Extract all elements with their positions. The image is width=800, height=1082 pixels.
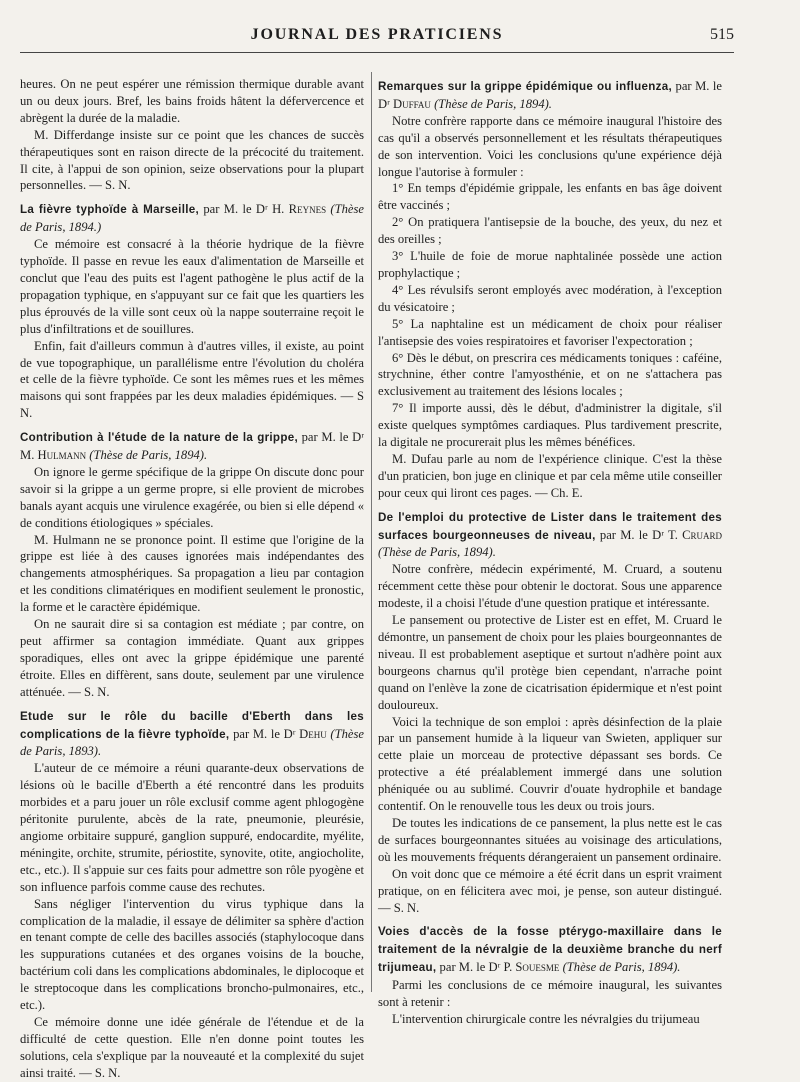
list-item: 1° En temps d'épidémie grippale, les enfants en bas âge doivent être vaccinés ;	[378, 181, 722, 213]
source: (Thèse de Paris, 1894).	[434, 96, 552, 111]
byline: par M. le Dʳ T.	[595, 527, 683, 542]
author: Dehu	[299, 726, 327, 741]
list-item: 5° La naphtaline est un médicament de choix pour réaliser l'antisepsie des voies respiratoires et favoriser l'expectoration ;	[378, 316, 722, 348]
byline: par M. le Dʳ	[378, 79, 722, 111]
paragraph: Voici la technique de son emploi : après désinfection de la plaie par un pansement humide à la liqueur van Swieten, appliquer sur cette plaie un morceau de protective dépassant ses bords. Ce protective a été préalablement immergé dans une solution phéniquée ou au sublimé. Couvrir d'ouate hydrophile et bandage contentif. On le renouvelle tous les deux ou trois jours.	[378, 714, 722, 814]
paragraph: De toutes les indications de ce pansement, la plus nette est le cas de surfaces bourgeonnantes situées au voisinage des articulations, où les mouvements fréquents dérangeraient un pansement ordinaire.	[378, 815, 722, 864]
paragraph: M. Dufau parle au nom de l'expérience clinique. C'est la thèse d'un praticien, bon juge en clinique et par cela même utile conseiller pour ceux qui liront ces pages. — Ch. E.	[378, 451, 722, 500]
author: Hulmann	[37, 448, 87, 463]
author: Souesme	[515, 960, 560, 975]
article-fosse-pterygo-maxillaire	[378, 923, 722, 1027]
source: (Thèse de Paris, 1894).	[562, 960, 681, 975]
paragraph: Ce mémoire donne une idée générale de l'étendue et de la difficulté de cette question. Elle n'en donne point toutes les solutions, cela s'explique par la nouveauté et la complexité du sujet ainsi traité. — S. N.	[20, 1014, 364, 1080]
list-item: 2° On pratiquera l'antisepsie de la bouche, des yeux, du nez et des oreilles ;	[378, 215, 722, 247]
source: (Thèse de Paris, 1894).	[89, 448, 208, 463]
paragraph: Sans négliger l'intervention du virus typhique dans la complication de la maladie, il essaye de délimiter sa sphère d'action en tenant compte de celle des bacilles associés (staphylocoque dans les suppurations cutanées et des organes voisins de la bouche, bactérium coli dans les complications abdominales, le diplocoque et le streptocoque dans les complications broncho-pulmonaires, etc., etc.).	[20, 896, 364, 1013]
article-heading: Remarques sur la grippe épidémique ou influenza,	[378, 80, 673, 93]
list-item: 7° Il importe aussi, dès le début, d'administrer la digitale, s'il existe quelques symptômes cardiaques. Plus tardivement prescrite, la digitale ne procurerait plus les mêmes bénéfices.	[378, 401, 722, 450]
paragraph: Le pansement ou protective de Lister est en effet, M. Cruard le démontre, un pansement de choix pour les plaies bourgeonnantes de niveau. Il est probablement aseptique et surtout n'adhère point aux bourgeons charnus qu'il protège bien cependant, n'arrache point quand on l'enlève la zone de cicatrisation épidermique et n'est point douloureux.	[378, 613, 722, 712]
paragraph: On ignore le germe spécifique de la grippe On discute donc pour savoir si la grippe a un germe propre, si elle provient de microbes banals ayant acquis une virulence exagérée, ou bien si elle dépend « de conditions étiologiques » spéciales.	[20, 464, 364, 530]
byline: par M. le Dʳ H.	[199, 202, 289, 217]
journal-title: JOURNAL DES PRATICIENS	[250, 26, 504, 43]
source: (Thèse de Paris, 1893).	[20, 726, 364, 759]
paragraph: Parmi les conclusions de ce mémoire inaugural, les suivantes sont à retenir :	[378, 978, 722, 1010]
article-heading: Contribution à l'étude de la nature de la grippe,	[20, 431, 298, 445]
column-divider	[371, 72, 372, 992]
article-grippe-nature	[20, 429, 364, 701]
article-bacille-eberth	[20, 708, 364, 1082]
article-grippe-influenza	[378, 78, 722, 502]
author: Reynes	[288, 202, 327, 217]
paragraph: On ne saurait dire si sa contagion est médiate ; par contre, on peut affirmer sa contagion immédiate. Quant aux grippes sporadiques, elles ont avec la grippe épidémique une parenté étroite. Elles en diffèrent, sans doute, seulement par une virulence atténuée. — S. N.	[20, 617, 364, 699]
byline: par M. le Dʳ M.	[20, 430, 364, 463]
article-heading: Etude sur le rôle du bacille d'Eberth dans les complications de la fièvre typhoïde,	[20, 709, 364, 741]
article-protective-lister	[378, 509, 722, 917]
page-number: 515	[710, 26, 734, 43]
list-item: 4° Les révulsifs seront employés avec modération, à l'exception du vésicatoire ;	[378, 282, 722, 314]
paragraph: L'intervention chirurgicale contre les névralgies du trijumeau	[392, 1011, 700, 1026]
header-rule	[20, 52, 734, 53]
author: Duffau	[392, 96, 431, 111]
paragraph: M. Differdange insiste sur ce point que les chances de succès thérapeutiques sont en raison directe de la précocité du traitement. Il cite, à l'appui de son opinion, seize observations pour la plupart personnelles. — S. N.	[20, 127, 364, 193]
source: (Thèse de Paris, 1894).	[378, 545, 496, 560]
article-typhoid-marseille	[20, 201, 364, 422]
paragraph: L'auteur de ce mémoire a réuni quarante-deux observations de lésions où le bacille d'Eberth a été rencontré dans les produits morbides et a paru jouer un rôle exclusif comme agent phlogogène péritonite purulente, abcès de la rate, pneumonie, pleurésie, angiome orbitaire suppuré, ganglion suppuré, endocardite, myélite, méningite, orchite, strumite, périostite, synovite, otite, angiocholite, etc., etc.). Il s'appuie sur ces faits pour admettre son rôle pyogène et son influence parfois comme cause des rechutes.	[20, 761, 364, 894]
byline: par M. le Dʳ P.	[436, 960, 516, 975]
article-heading: La fièvre typhoïde à Marseille,	[20, 203, 200, 217]
right-column	[378, 76, 722, 1028]
paragraph: Notre confrère, médecin expérimenté, M. Cruard, a soutenu récemment cette thèse pour obtenir le doctorat. Sous une apparence modeste, il a choisi l'étude d'une question pratique et intéressante.	[378, 562, 722, 611]
byline: par M. le Dʳ	[229, 726, 300, 741]
list-item: 3° L'huile de foie de morue naphtalinée possède une action prophylactique ;	[378, 249, 722, 280]
paragraph: heures. On ne peut espérer une rémission thermique durable avant un ou deux jours. Bref, les bains froids hâtent la défervercence et abrègent la durée de la maladie.	[20, 77, 364, 125]
paragraph: Enfin, fait d'ailleurs commun à d'autres villes, il existe, au point de vue topographique, un parallélisme entre l'évolution du choléra et celle de la fièvre typhoïde. Ce sont les mêmes rues et les mêmes maisons qui sont frappées par les deux maladies épidémiques. — S N.	[20, 338, 364, 421]
list-item: 6° Dès le début, on prescrira ces médicaments toniques : caféine, strychnine, éther contre l'amyosthénie, et on ne s'attachera pas exclusivement au traitement des lésions locales ;	[378, 350, 722, 399]
article-heading: De l'emploi du protective de Lister dans le traitement des surfaces bourgeonneuses de niveau,	[378, 510, 722, 542]
page-header	[20, 26, 734, 52]
left-column	[20, 76, 364, 1082]
paragraph: Notre confrère rapporte dans ce mémoire inaugural l'histoire des cas qu'il a observés personnellement et les résultats thérapeutiques de son intervention. Voici les conclusions qu'une expérience déjà longue l'autorise à formuler :	[378, 113, 722, 179]
article-heading: Voies d'accès de la fosse ptérygo-maxillaire dans le traitement de la névralgie de la deuxième branche du nerf trijumeau,	[378, 925, 722, 975]
paragraph: On voit donc que ce mémoire a été écrit dans un esprit vraiment pratique, on en félicitera avec moi, je pense, son auteur distingué. — S. N.	[378, 866, 722, 915]
paragraph: M. Hulmann ne se prononce point. Il estime que l'origine de la grippe est liée à des causes ignorées mais indépendantes des changements atmosphériques. Sa propagation a lieu par contagion et les conditions climatériques en modifient seulement le pronostic, la forme et le caractère épidémique.	[20, 532, 364, 615]
author: Cruard	[682, 527, 722, 542]
source: (Thèse de Paris, 1894.)	[20, 202, 364, 235]
paragraph: Ce mémoire est consacré à la théorie hydrique de la fièvre typhoïde. Il passe en revue les eaux d'alimentation de Marseille et conclut que l'eau des puits est l'agent pathogène le plus actif de la propagation typhique, en s'appuyant sur ce fait que les quartiers les plus éprouvés de la ville sont ceux où la nappe souterraine reçoit le plus d'infiltrations et de souillures.	[20, 237, 364, 336]
